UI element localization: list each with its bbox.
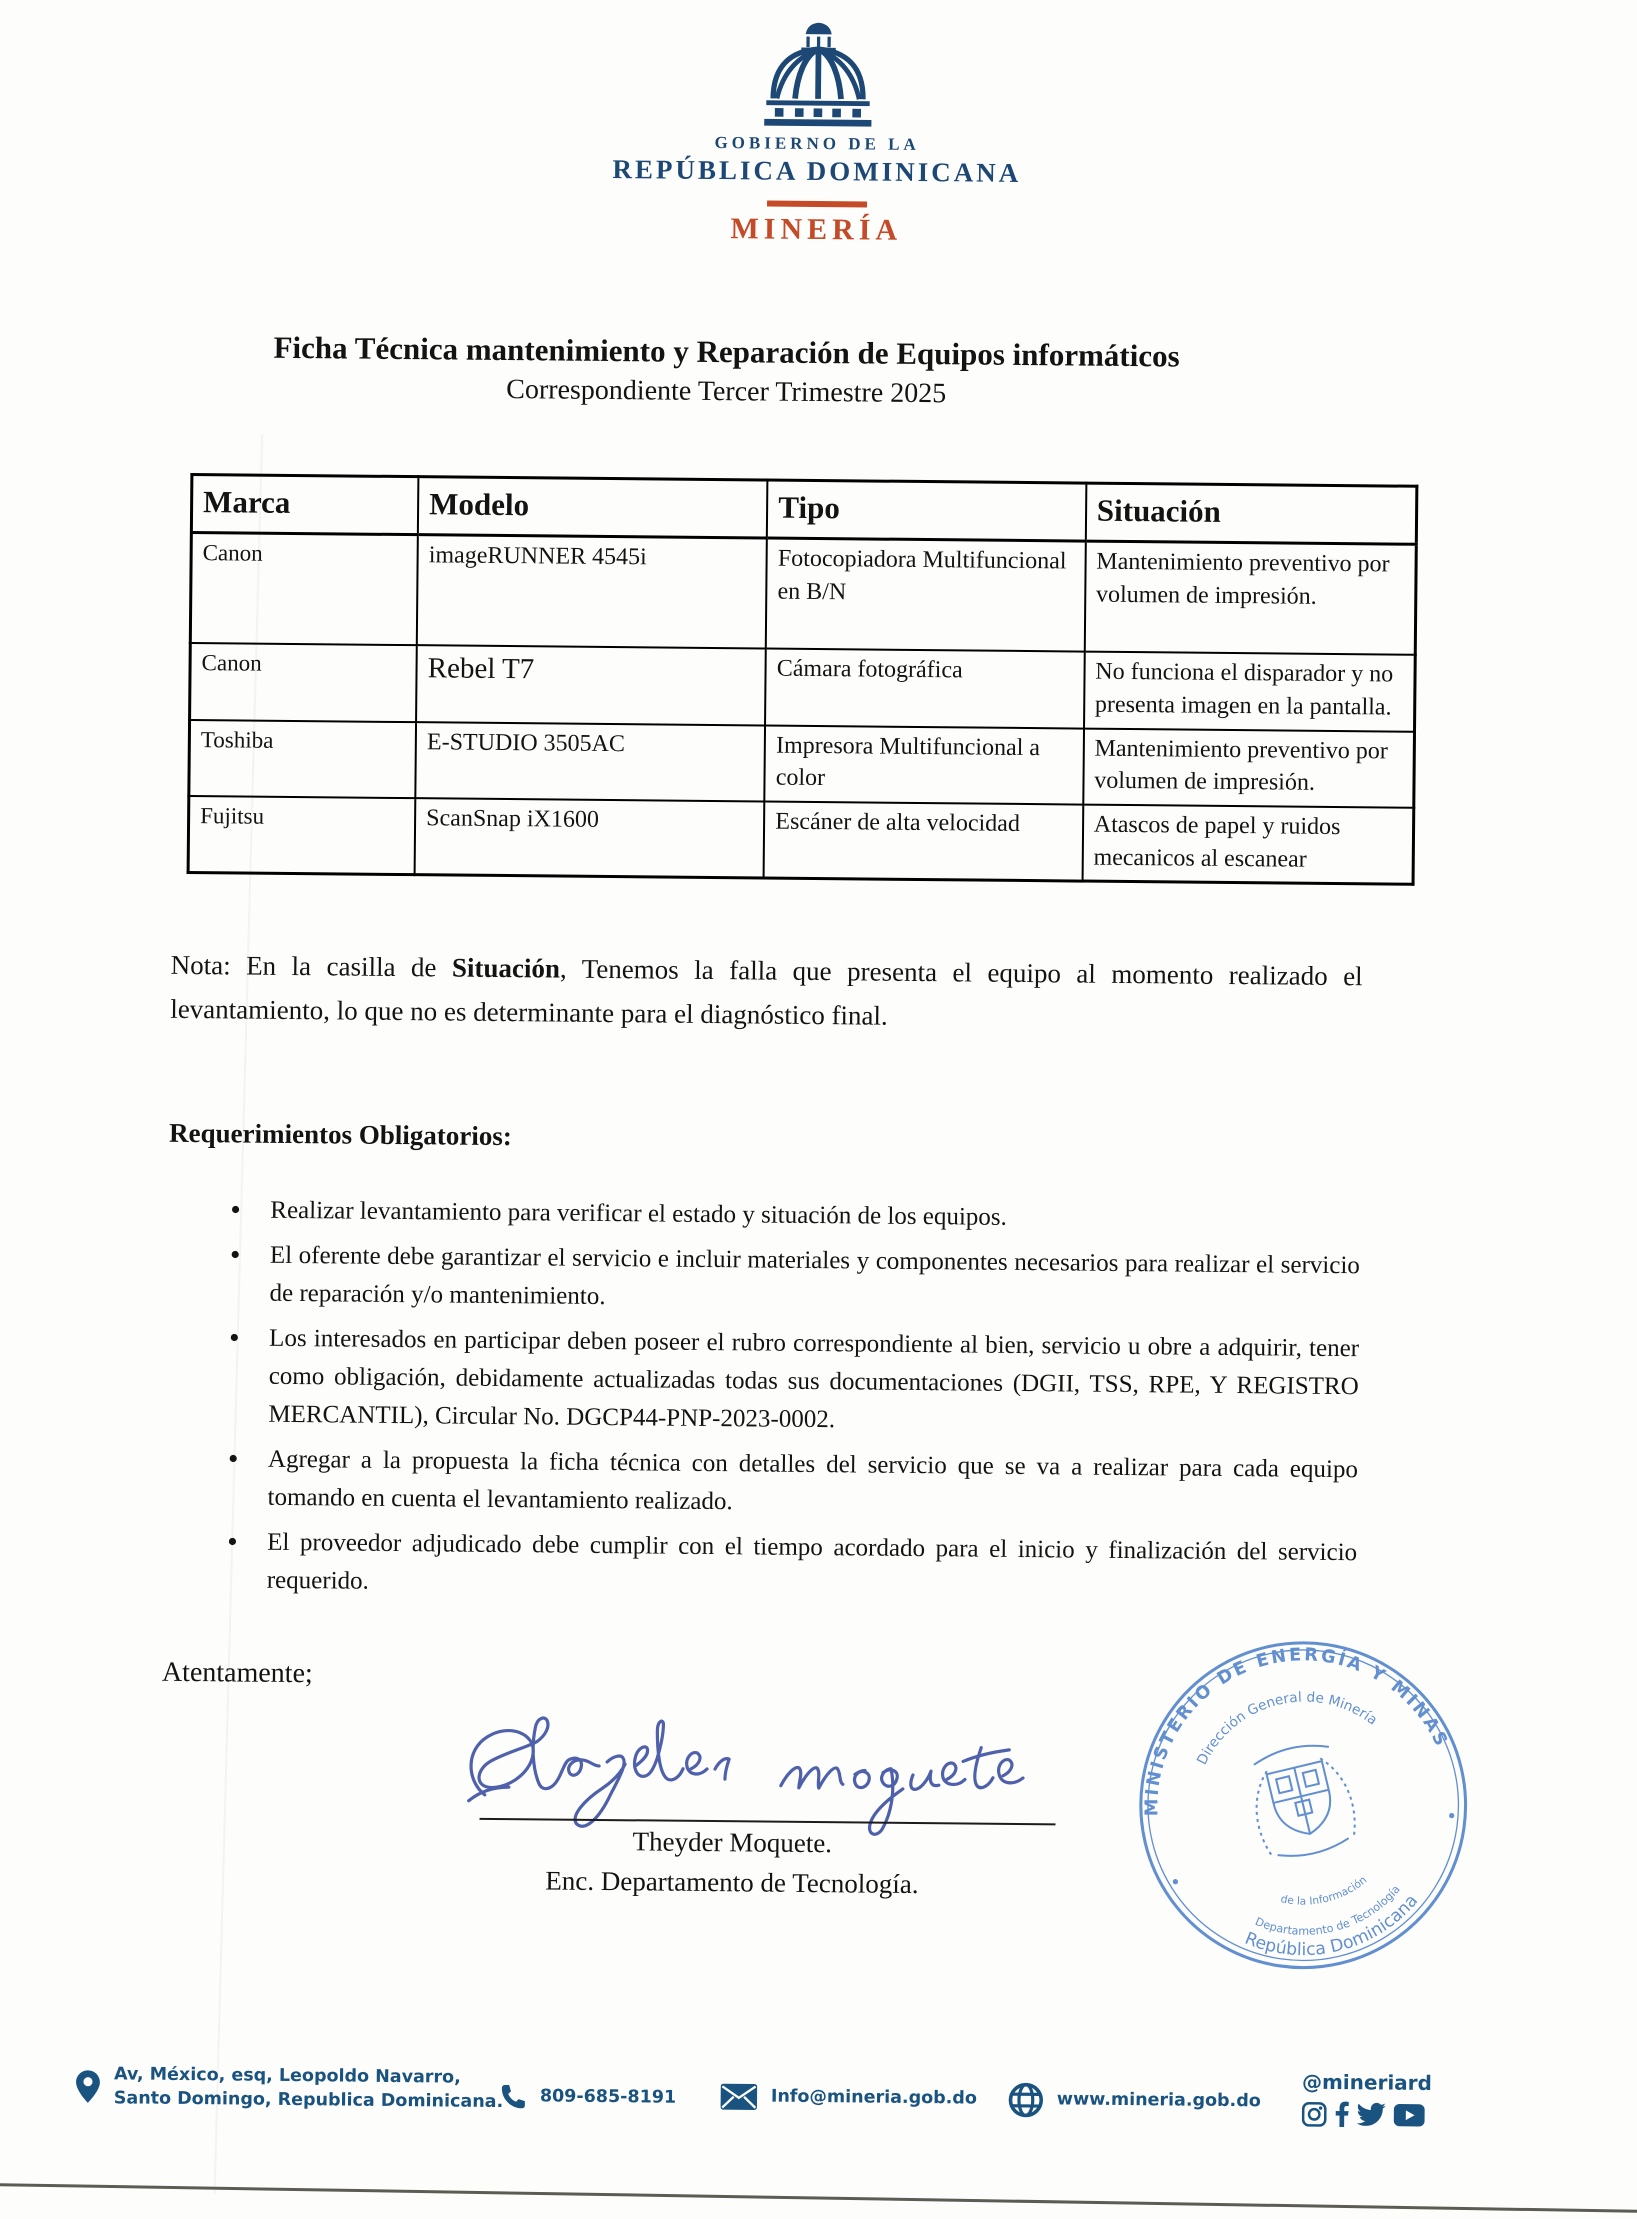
requirement-item: • Realizar levantamiento para verificar el estado y situación de los equipos. [168,1190,1360,1239]
cell-tipo: Fotocopiadora Multifuncional en B/N [766,538,1086,652]
envelope-icon [720,2083,758,2110]
youtube-icon [1394,2103,1425,2126]
note-prefix: Nota: En la casilla de [170,949,453,983]
cell-situacion: No funciona el disparador y no presenta imagen en la pantalla. [1084,652,1415,731]
document-subtitle: Correspondiente Tercer Trimestre 2025 [506,374,947,410]
email-address: Info@mineria.gob.do [770,2086,977,2109]
footer-email [720,2083,977,2112]
twitter-icon [1357,2102,1386,2126]
signatory-title: Enc. Departamento de Tecnología. [545,1865,919,1900]
phone-icon [500,2083,527,2110]
requirement-item: • Agregar a la propuesta la ficha técnica con detalles del servicio que se va a realizar para cada equipo tomando en cuenta el levantamiento realizado. [165,1439,1358,1526]
cell-situacion: Mantenimiento preventivo por volumen de impresión. [1085,541,1417,655]
equipment-table [187,473,1419,886]
stamp-coat-of-arms [1243,1737,1362,1864]
cell-modelo: E-STUDIO 3505AC [415,722,765,802]
cell-marca: Fujitsu [188,796,415,875]
cell-modelo: imageRUNNER 4545i [417,535,767,649]
address-line-1: Av, México, esq, Leopoldo Navarro, [113,2064,461,2088]
svg-text:MINISTERIO DE ENERGÍA Y MINAS [1129,1631,1453,1821]
table-row [188,796,1414,885]
requirement-item: • El oferente debe garantizar el servicio e incluir materiales y componentes necesarios para realizar el servicio de reparación y/o mantenimiento. [167,1235,1360,1322]
government-brand [0,0,1637,255]
cell-modelo: Rebel T7 [416,646,766,726]
note-bold-word: Situación [451,952,561,984]
cell-modelo: ScanSnap iX1600 [415,798,765,878]
phone-number: 809-685-8191 [539,2086,677,2108]
stamp-department-text-2: de la Información [1279,1873,1370,1908]
document-title-block [156,329,1297,414]
table-row [189,720,1415,808]
brand-divider [767,200,867,207]
footer-website [1008,2082,1261,2120]
cell-situacion: Atascos de papel y ruidos mecanicos al escanear [1082,804,1413,884]
cell-marca: Toshiba [189,720,416,798]
brand-government-of: GOBIERNO DE LA [714,132,920,154]
document-title: Ficha Técnica mantenimiento y Reparación de Equipos informáticos [273,329,1180,374]
instagram-icon [1302,2101,1327,2126]
cell-tipo: Escáner de alta velocidad [764,801,1083,881]
globe-icon [1008,2082,1044,2118]
note-paragraph [170,944,1363,1043]
table-row [190,533,1416,656]
signatory-name: Theyder Moquete. [632,1826,833,1859]
address-line-2: Santo Domingo, Republica Dominicana. [113,2087,504,2112]
footer-social [1302,2069,1432,2128]
capitol-dome-icon [750,19,885,128]
cell-marca: Canon [190,533,418,646]
table-column-header: Situación [1086,483,1417,544]
stamp-outer-top-text: MINISTERIO DE ENERGÍA Y MINAS [1142,1645,1452,1817]
stamp-department-text: Departamento de Tecnología [1253,1882,1403,1938]
svg-text:de la Información [1277,1872,1372,1916]
table-column-header: Modelo [418,477,768,539]
stamp-inner-top-text: Dirección General de Minería [1194,1689,1381,1768]
location-pin-icon [75,2069,101,2104]
table-column-header: Tipo [767,480,1086,541]
cell-situacion: Mantenimiento preventivo por volumen de impresión. [1083,728,1414,807]
requirement-item: • El proveedor adjudicado debe cumplir con el tiempo acordado para el inicio y finalización del servicio requerido. [165,1522,1358,1609]
ministry-stamp [1129,1631,1477,1979]
cell-tipo: Impresora Multifuncional a color [765,725,1084,804]
stamp-outer-bottom-text: República Dominicana [1241,1890,1423,1961]
social-handle: @mineriard [1301,2069,1433,2095]
salutation: Atentamente; [161,1656,313,1689]
note-suffix: , Tenemos la falla que presenta el equipo al momento realizado el levantamiento, lo que no es determinante para el diagnóstico final. [170,953,1363,1031]
brand-ministry-name: MINERÍA [730,212,903,247]
website-url: www.mineria.gob.do [1056,2089,1261,2112]
cell-marca: Canon [190,643,417,721]
table-row [190,643,1416,731]
requirement-item: • Los interesados en participar deben poseer el rubro correspondiente al bien, servicio u obre a adquirir, tener como obligación, debidamente actualizadas todas sus documentaciones (DGII, TSS, RPE, Y REGISTRO MERCANTIL), Circular No. DGCP44-PNP-2023-0002. [166,1318,1359,1443]
footer-address [75,2063,504,2114]
cell-tipo: Cámara fotográfica [765,649,1084,728]
requirements-heading: Requerimientos Obligatorios: [168,1117,512,1151]
table-column-header: Marca [191,474,418,534]
facebook-icon [1335,2101,1349,2127]
requirements-list [165,1190,1361,1609]
brand-country-name: REPÚBLICA DOMINICANA [612,154,1022,188]
footer-phone [500,2083,677,2112]
